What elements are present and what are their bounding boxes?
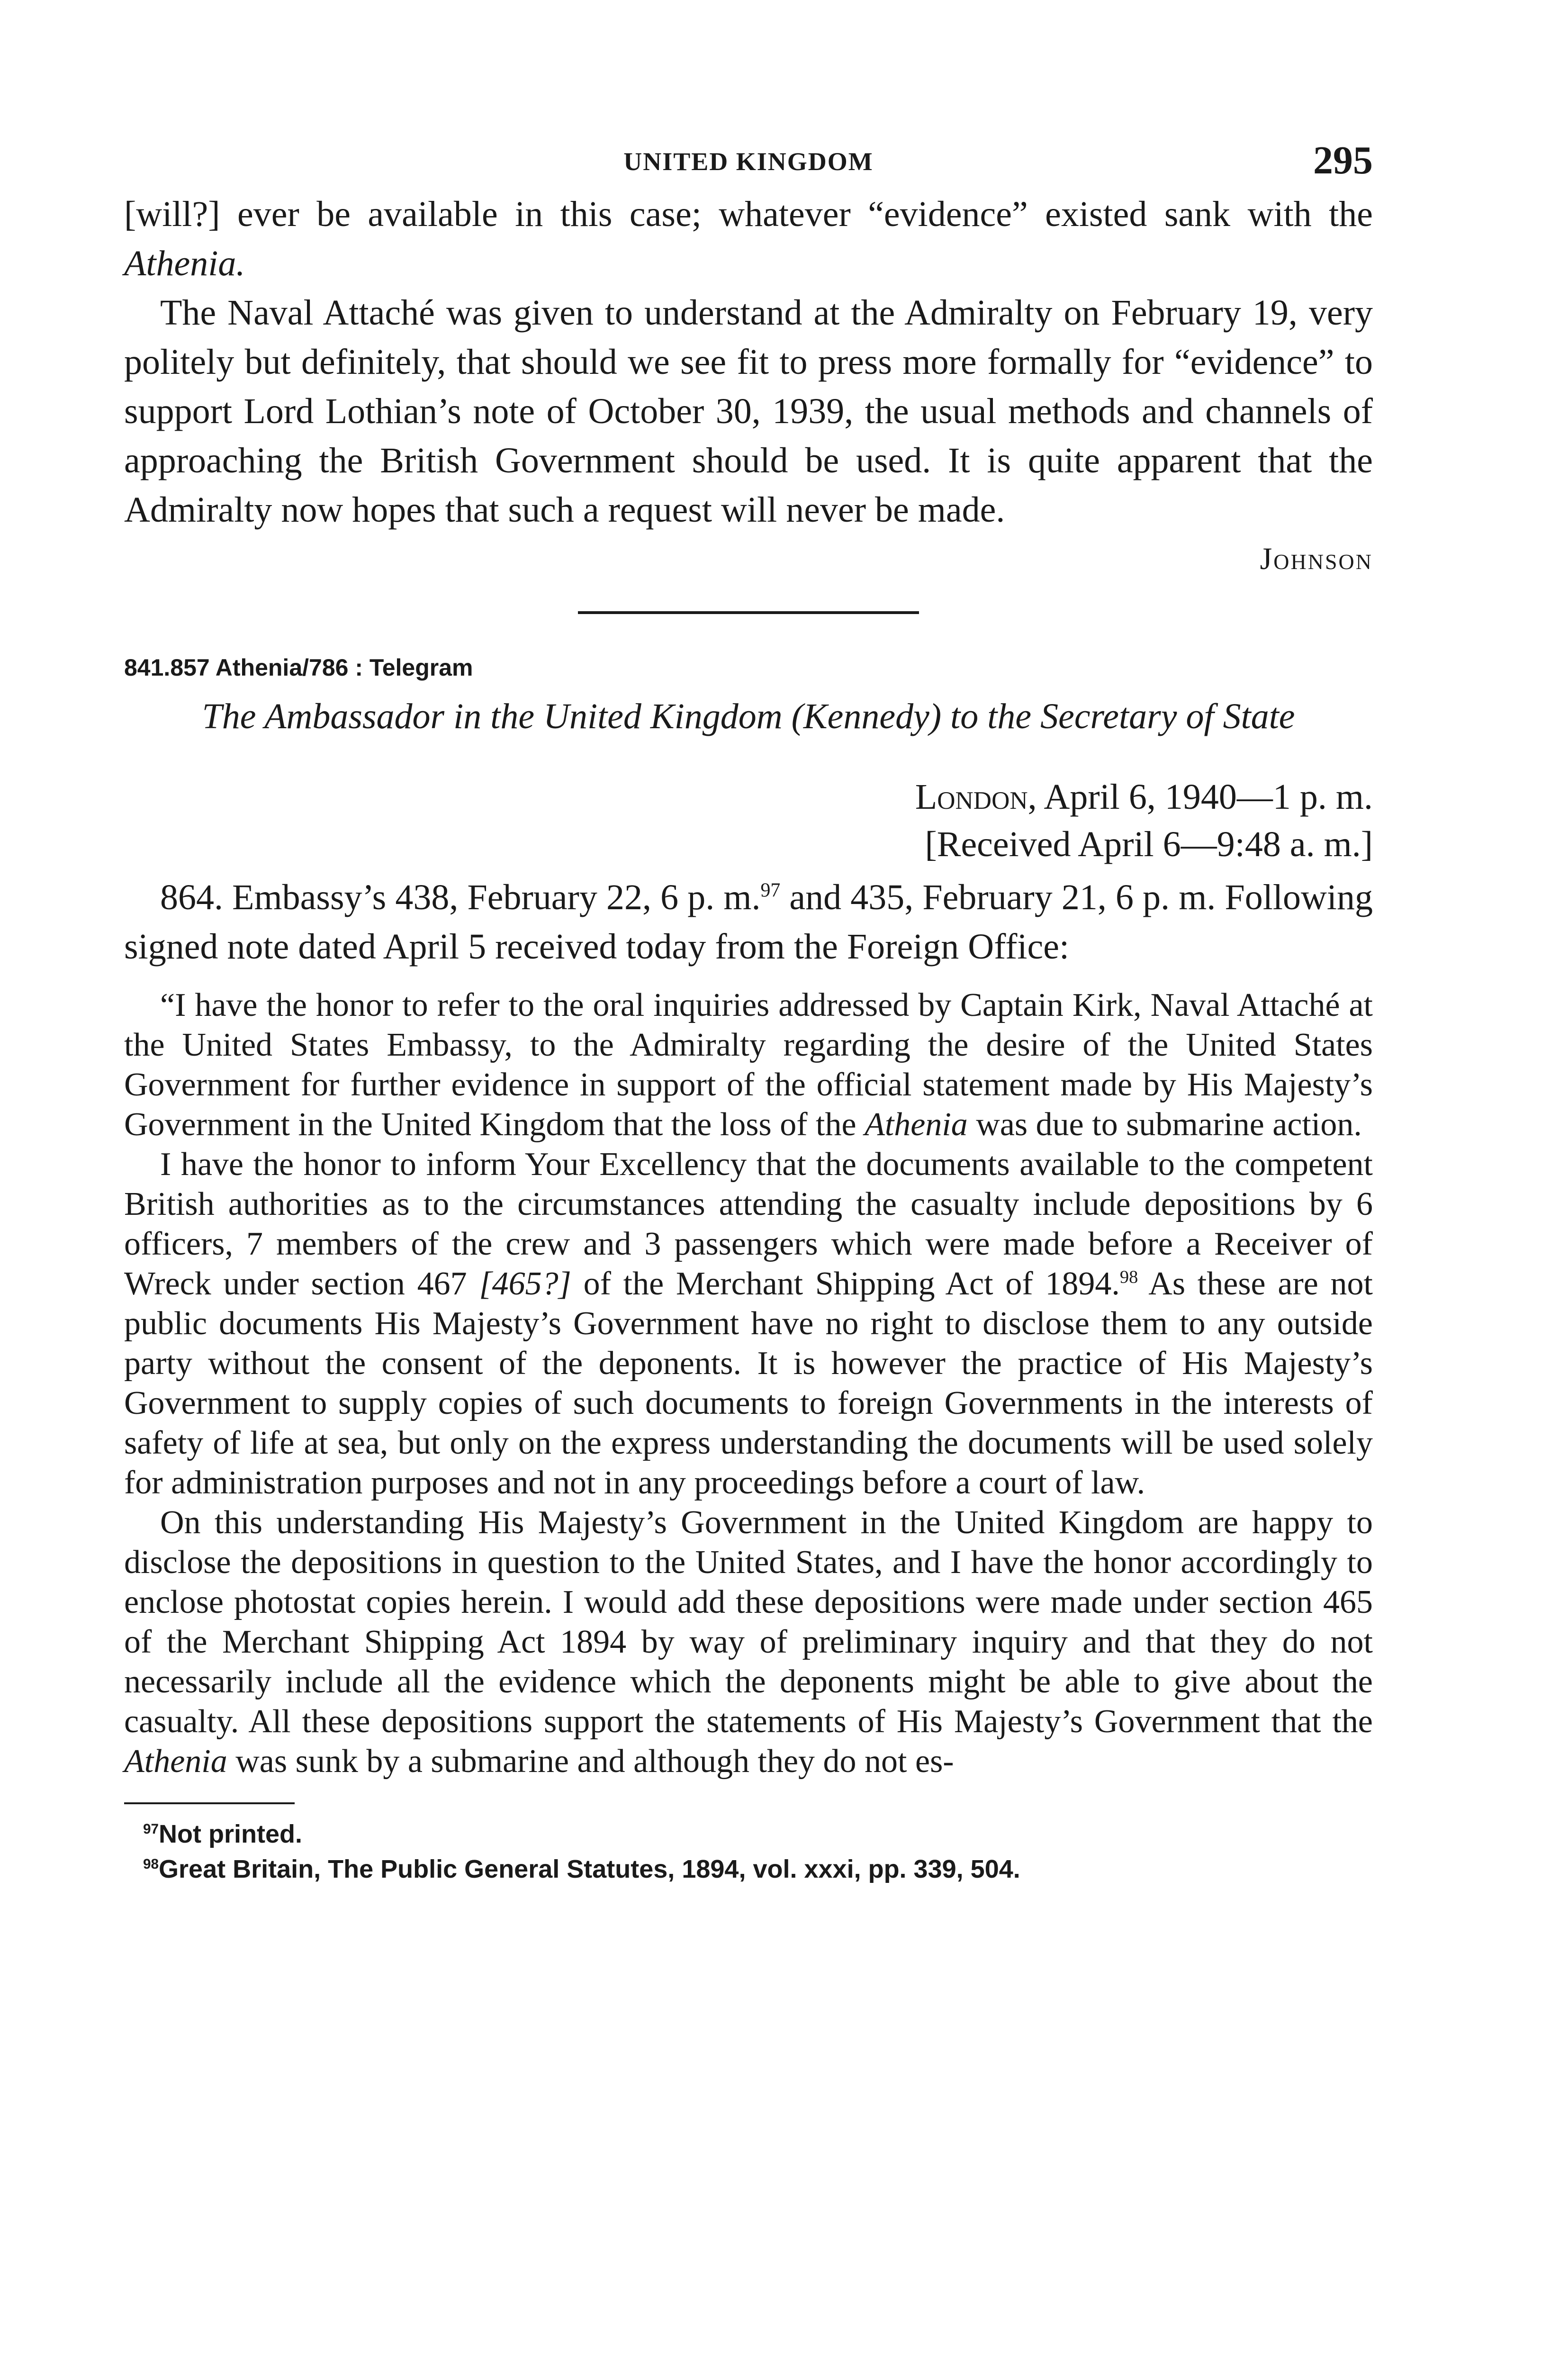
footnote-ref: 98 <box>1119 1267 1138 1287</box>
running-head <box>124 137 1373 190</box>
telegram-intro <box>124 873 1373 971</box>
signature: Johnson <box>1260 542 1373 576</box>
dateline-place: London <box>915 777 1028 817</box>
footnote-ref: 97 <box>760 879 781 902</box>
paragraph-naval-attache: The Naval Attaché was given to understand at the Admiralty on February 19, very politely but definitely, that should we see fit to press more formally for “evidence” to support Lord Lothian’s note of October 30, 1939, the usual methods and channels of approaching the British Government should be used. It is quite apparent that the Admiralty now hopes that such a request will never be made. <box>124 293 1373 530</box>
footnote-text: Great Britain, The Public General Statutes, 1894, vol. xxxi, pp. 339, 504. <box>159 1855 1020 1883</box>
quote-paragraph <box>124 1145 1373 1503</box>
ship-name: Athenia <box>865 1106 968 1143</box>
text-run: and 435, February 21, 6 p. m. Following signed note dated April 5 received today from the Foreign Office: <box>124 877 1373 967</box>
section-divider <box>578 611 919 614</box>
text-run: was sunk by a submarine and although they do not es- <box>227 1743 954 1780</box>
editorial-correction: [465?] <box>479 1266 571 1302</box>
text-run: 864. Embassy’s 438, February 22, 6 p. m. <box>160 877 761 917</box>
text-run: of the Merchant Shipping Act of 1894. <box>571 1266 1120 1302</box>
footnote-divider <box>124 1802 295 1804</box>
running-title: UNITED KINGDOM <box>623 147 874 176</box>
text-run: was due to submarine action. <box>967 1106 1362 1143</box>
continuation-paragraph <box>124 190 1373 288</box>
footnote-text: Not printed. <box>159 1820 302 1848</box>
ship-name: Athenia <box>124 1743 227 1780</box>
dateline-date: , April 6, 1940—1 p. m. <box>1027 777 1373 817</box>
footnote-marker: 97 <box>143 1821 159 1837</box>
text-run: On this understanding His Majesty’s Government in the United Kingdom are happy to disclose the depositions in question to the United States, and I have the honor accordingly to enclose photostat copies herein. I would add these depositions were made under section 465 of the Merchant Shipping Act 1894 by way of preliminary inquiry and that they do not necessarily include all the evidence which the deponents might be able to give about the casualty. All these depositions support the statements of His Majesty’s Government that the <box>124 1504 1373 1740</box>
footnote <box>124 1817 1373 1852</box>
quote-paragraph <box>124 1503 1373 1781</box>
page-number: 295 <box>1313 138 1373 182</box>
document-title: The Ambassador in the United Kingdom (Kennedy) to the Secretary of State <box>202 696 1295 736</box>
file-reference: 841.857 Athenia/786 : Telegram <box>124 654 473 681</box>
text-run: I have the honor to inform Your Excellency that the documents available to the competent British authorities as to the circumstances attending the casualty include depositions by 6 officers, 7 members of the crew and 3 passengers which were made before a Receiver of Wreck under section 467 <box>124 1146 1373 1302</box>
quoted-note <box>124 986 1373 1781</box>
document-page <box>124 137 1373 1887</box>
dateline <box>124 773 1373 821</box>
ship-name: Athenia. <box>124 244 245 283</box>
received-line: [Received April 6—9:48 a. m.] <box>925 824 1373 864</box>
quote-paragraph <box>124 986 1373 1145</box>
footnote-marker: 98 <box>143 1856 159 1872</box>
text-run: “I have the honor to refer to the oral inquiries addressed by Captain Kirk, Naval Attaché at the United States Embassy, to the Admiralty regarding the desire of the United States Government for further evidence in support of the official statement made by His Majesty’s Government in the United Kingdom that the loss of the <box>124 987 1373 1143</box>
text-run: As these are not public documents His Majesty’s Government have no right to disclose them to any outside party without the consent of the deponents. It is however the practice of His Majesty’s Government to supply copies of such documents to foreign Governments in the interests of safety of life at sea, but only on the express understanding the documents will be used solely for administration purposes and not in any proceedings before a court of law. <box>124 1266 1373 1501</box>
footnote <box>124 1852 1373 1887</box>
text-run: [will?] ever be available in this case; whatever “evidence” existed sank with the <box>124 194 1373 234</box>
